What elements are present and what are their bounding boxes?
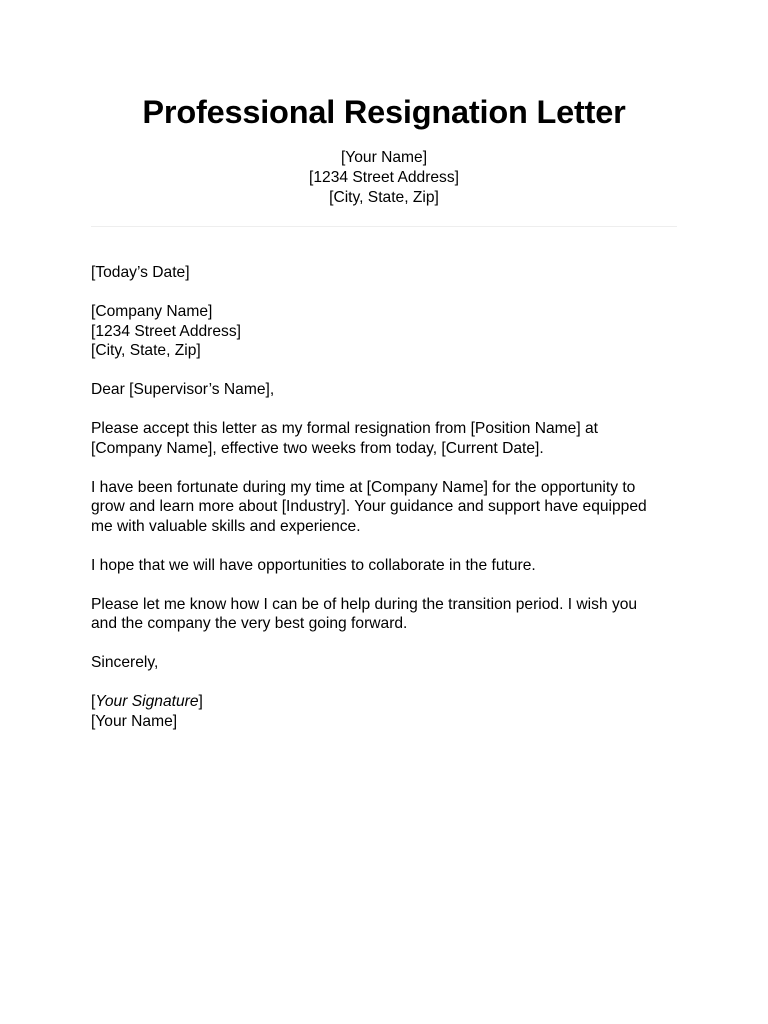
paragraph-line: [Company Name], effective two weeks from today, [Current Date].: [91, 439, 544, 457]
recipient-city-state-zip: [City, State, Zip]: [91, 342, 201, 359]
recipient-company: [Company Name]: [91, 303, 213, 320]
signature-line: [91, 692, 691, 712]
sender-address-block: [0, 148, 768, 208]
closing-block: [91, 653, 691, 673]
recipient-street: [1234 Street Address]: [91, 322, 241, 340]
paragraph-future: [91, 556, 691, 576]
header-divider: [91, 226, 677, 227]
signature-open-bracket: [: [91, 693, 96, 710]
paragraph-line: I hope that we will have opportunities to collaborate in the future.: [91, 556, 536, 574]
signature-close-bracket: ]: [198, 693, 203, 710]
paragraph-line: I have been fortunate during my time at [Company Name] for the opportunity to: [91, 478, 636, 496]
paragraph-resignation: [91, 419, 691, 458]
recipient-address-block: [91, 302, 691, 361]
letter-body: [91, 263, 691, 731]
signer-name: [Your Name]: [91, 712, 178, 730]
letter-date: [Today’s Date]: [91, 264, 190, 281]
salutation-block: [91, 380, 691, 400]
salutation: Dear [Supervisor’s Name],: [91, 381, 275, 398]
closing: Sincerely,: [91, 654, 159, 671]
sender-name: [Your Name]: [340, 149, 428, 166]
sender-city-state-zip: [City, State, Zip]: [329, 189, 439, 206]
paragraph-line: and the company the very best going forward.: [91, 615, 408, 632]
paragraph-transition: [91, 595, 691, 634]
signature-block: [91, 692, 691, 731]
letter-title: Professional Resignation Letter: [142, 94, 626, 130]
paragraph-line: me with valuable skills and experience.: [91, 517, 361, 535]
paragraph-line: grow and learn more about [Industry]. Your guidance and support have equipped: [91, 498, 647, 515]
sender-street: [1234 Street Address]: [309, 169, 459, 186]
paragraph-gratitude: [91, 478, 691, 537]
paragraph-line: Please accept this letter as my formal resignation from [Position Name] at: [91, 420, 599, 437]
signature-placeholder: Your Signature: [95, 693, 199, 710]
paragraph-line: Please let me know how I can be of help during the transition period. I wish you: [91, 595, 638, 613]
date-block: [91, 263, 691, 283]
